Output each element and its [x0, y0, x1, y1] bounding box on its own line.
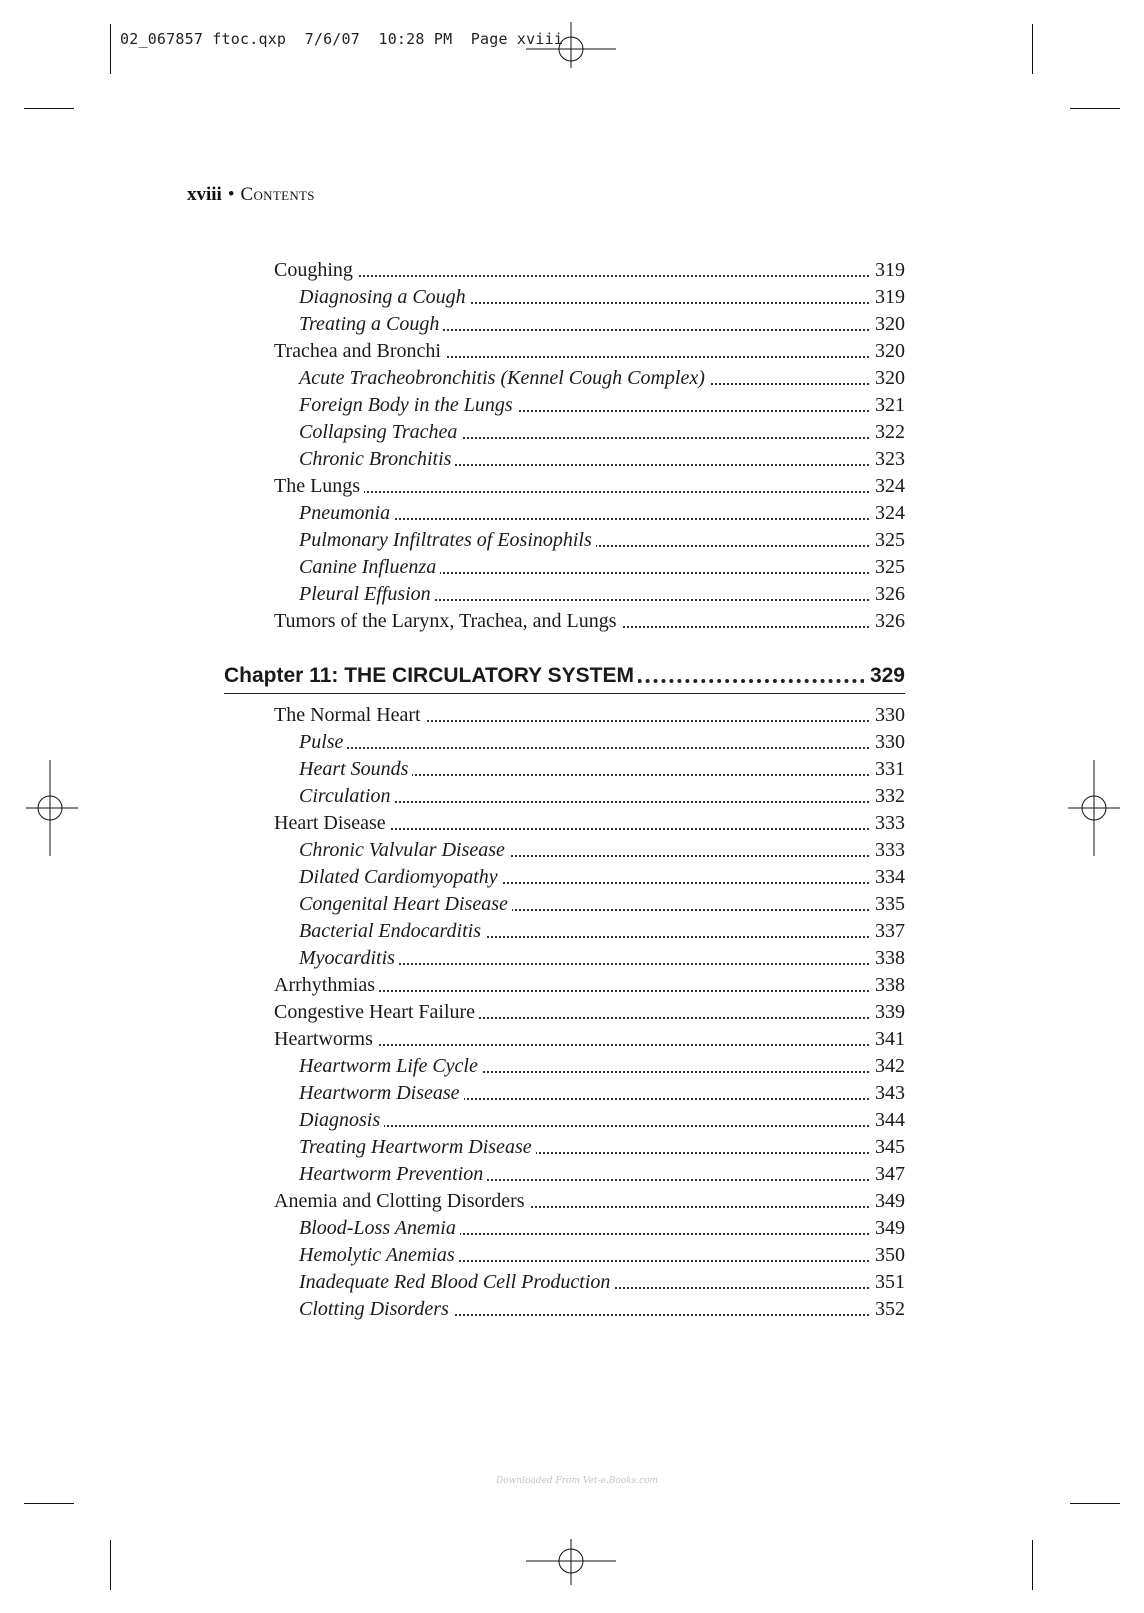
toc-entry — [224, 972, 905, 999]
toc-entry-page: 333 — [871, 837, 905, 864]
toc-entry-title: Pulmonary Infiltrates of Eosinophils — [299, 529, 596, 551]
toc-entry-title: Inadequate Red Blood Cell Production — [299, 1271, 614, 1293]
toc-entry — [224, 1107, 905, 1134]
toc-entry — [224, 729, 905, 756]
toc-entry-page: 344 — [871, 1107, 905, 1134]
toc-entry-title: Arrhythmias — [274, 974, 379, 996]
toc-entry-title: The Normal Heart — [274, 704, 425, 726]
toc-entry-page: 324 — [871, 500, 905, 527]
toc-entry-page: 320 — [871, 311, 905, 338]
toc-entry — [224, 446, 905, 473]
registration-mark-right-icon — [1066, 758, 1122, 858]
crop-mark-top-left-horizontal — [24, 108, 74, 109]
toc-entry — [224, 864, 905, 891]
toc-entry-page: 337 — [871, 918, 905, 945]
crop-mark-top-right-vertical — [1032, 24, 1033, 74]
toc-entry — [224, 473, 905, 500]
dot-leader — [299, 747, 905, 749]
toc-entry-page: 352 — [871, 1296, 905, 1323]
toc-entry-title: Heart Disease — [274, 812, 390, 834]
toc-entry-title: Chronic Bronchitis — [299, 448, 455, 470]
toc-entry-title: Treating Heartworm Disease — [299, 1136, 536, 1158]
toc-entry-page: 326 — [871, 608, 905, 635]
toc-entry — [224, 945, 905, 972]
toc-entry-title: Pulse — [299, 731, 347, 753]
toc-entry-title: Foreign Body in the Lungs — [299, 394, 517, 416]
toc-entry — [224, 918, 905, 945]
toc-entry — [224, 608, 905, 635]
chapter-page: 329 — [864, 659, 905, 693]
toc-entry — [224, 1053, 905, 1080]
toc-entry-title: Treating a Cough — [299, 313, 443, 335]
toc-entry — [224, 1134, 905, 1161]
toc-entry-title: Clotting Disorders — [299, 1298, 453, 1320]
toc-entry — [224, 756, 905, 783]
toc-entry-page: 335 — [871, 891, 905, 918]
toc-entry-page: 333 — [871, 810, 905, 837]
toc-entry-page: 324 — [871, 473, 905, 500]
toc-entry-page: 321 — [871, 392, 905, 419]
toc-entry — [224, 554, 905, 581]
table-of-contents — [224, 257, 905, 1323]
toc-entry — [224, 1026, 905, 1053]
toc-entry — [224, 837, 905, 864]
toc-entry-page: 341 — [871, 1026, 905, 1053]
toc-entry — [224, 783, 905, 810]
toc-entry-title: Bacterial Endocarditis — [299, 920, 485, 942]
toc-entry-title: Circulation — [299, 785, 394, 807]
chapter-title: Chapter 11: THE CIRCULATORY SYSTEM — [224, 664, 638, 687]
toc-entry-title: Pleural Effusion — [299, 583, 435, 605]
toc-entry — [224, 702, 905, 729]
toc-entry — [224, 284, 905, 311]
toc-entry-title: Acute Tracheobronchitis (Kennel Cough Complex) — [299, 367, 709, 389]
toc-entry-page: 347 — [871, 1161, 905, 1188]
dot-leader — [274, 275, 905, 277]
toc-entry-title: Myocarditis — [299, 947, 399, 969]
toc-entry — [224, 999, 905, 1026]
toc-entry — [224, 1269, 905, 1296]
toc-entry — [224, 392, 905, 419]
toc-entry-title: Anemia and Clotting Disorders — [274, 1190, 529, 1212]
dot-leader — [299, 1125, 905, 1127]
crop-mark-bottom-left-horizontal — [24, 1503, 74, 1504]
toc-section-part2 — [224, 702, 905, 1323]
toc-entry-page: 320 — [871, 338, 905, 365]
toc-entry — [224, 257, 905, 284]
crop-mark-bottom-left-vertical — [110, 1540, 111, 1590]
toc-entry — [224, 1080, 905, 1107]
toc-entry-page: 330 — [871, 702, 905, 729]
toc-entry-title: Congestive Heart Failure — [274, 1001, 479, 1023]
toc-entry-page: 322 — [871, 419, 905, 446]
toc-entry-title: Heart Sounds — [299, 758, 412, 780]
page-folio: xviii — [187, 184, 222, 205]
toc-entry-page: 325 — [871, 554, 905, 581]
toc-entry — [224, 311, 905, 338]
toc-entry-page: 325 — [871, 527, 905, 554]
registration-mark-bottom-icon — [521, 1537, 621, 1587]
toc-entry-page: 349 — [871, 1188, 905, 1215]
toc-entry-page: 338 — [871, 972, 905, 999]
toc-entry — [224, 365, 905, 392]
chapter-heading — [224, 659, 905, 694]
toc-entry-page: 330 — [871, 729, 905, 756]
print-slug: 02_067857 ftoc.qxp 7/6/07 10:28 PM Page xviii — [120, 30, 564, 48]
crop-mark-bottom-right-horizontal — [1070, 1503, 1120, 1504]
toc-entry-page: 338 — [871, 945, 905, 972]
toc-entry-title: Trachea and Bronchi — [274, 340, 445, 362]
toc-entry — [224, 338, 905, 365]
running-head — [187, 184, 315, 206]
download-watermark: Downloaded From Vet-e.Books.com — [496, 1476, 659, 1486]
registration-mark-left-icon — [24, 758, 80, 858]
toc-entry-title: Canine Influenza — [299, 556, 440, 578]
toc-entry-title: Diagnosing a Cough — [299, 286, 470, 308]
toc-entry-title: Diagnosis — [299, 1109, 384, 1131]
toc-entry-page: 319 — [871, 257, 905, 284]
toc-entry — [224, 810, 905, 837]
toc-entry-title: Blood-Loss Anemia — [299, 1217, 460, 1239]
toc-entry — [224, 1188, 905, 1215]
toc-entry-title: Heartworm Prevention — [299, 1163, 487, 1185]
toc-entry — [224, 1296, 905, 1323]
toc-entry-page: 349 — [871, 1215, 905, 1242]
toc-entry-page: 342 — [871, 1053, 905, 1080]
dot-leader — [274, 491, 905, 493]
toc-entry — [224, 500, 905, 527]
toc-entry-title: Chronic Valvular Disease — [299, 839, 509, 861]
toc-entry-title: Dilated Cardiomyopathy — [299, 866, 502, 888]
bullet-icon: • — [227, 184, 235, 205]
toc-entry-title: Coughing — [274, 259, 357, 281]
crop-mark-top-right-horizontal — [1070, 108, 1120, 109]
toc-entry — [224, 527, 905, 554]
toc-entry-title: Hemolytic Anemias — [299, 1244, 459, 1266]
toc-entry — [224, 581, 905, 608]
toc-entry-title: Tumors of the Larynx, Trachea, and Lungs — [274, 610, 621, 632]
toc-entry-page: 334 — [871, 864, 905, 891]
toc-entry-page: 350 — [871, 1242, 905, 1269]
toc-entry-page: 345 — [871, 1134, 905, 1161]
toc-entry — [224, 419, 905, 446]
registration-mark-top-icon — [521, 20, 621, 70]
toc-entry-title: Heartworm Disease — [299, 1082, 464, 1104]
toc-entry-page: 326 — [871, 581, 905, 608]
toc-entry-title: Heartworms — [274, 1028, 377, 1050]
toc-entry-page: 323 — [871, 446, 905, 473]
toc-entry-title: Heartworm Life Cycle — [299, 1055, 482, 1077]
toc-entry-page: 339 — [871, 999, 905, 1026]
toc-entry — [224, 1242, 905, 1269]
toc-entry-title: The Lungs — [274, 475, 364, 497]
toc-entry-page: 319 — [871, 284, 905, 311]
toc-entry — [224, 1161, 905, 1188]
running-head-section: Contents — [240, 184, 315, 205]
crop-mark-bottom-right-vertical — [1032, 1540, 1033, 1590]
toc-section-part1 — [224, 257, 905, 635]
toc-entry-title: Congenital Heart Disease — [299, 893, 512, 915]
toc-entry-title: Collapsing Trachea — [299, 421, 461, 443]
toc-entry-page: 331 — [871, 756, 905, 783]
toc-entry-page: 343 — [871, 1080, 905, 1107]
toc-entry — [224, 891, 905, 918]
toc-entry — [224, 1215, 905, 1242]
toc-entry-title: Pneumonia — [299, 502, 394, 524]
toc-entry-page: 332 — [871, 783, 905, 810]
crop-mark-top-left-vertical — [110, 24, 111, 74]
toc-entry-page: 351 — [871, 1269, 905, 1296]
toc-entry-page: 320 — [871, 365, 905, 392]
